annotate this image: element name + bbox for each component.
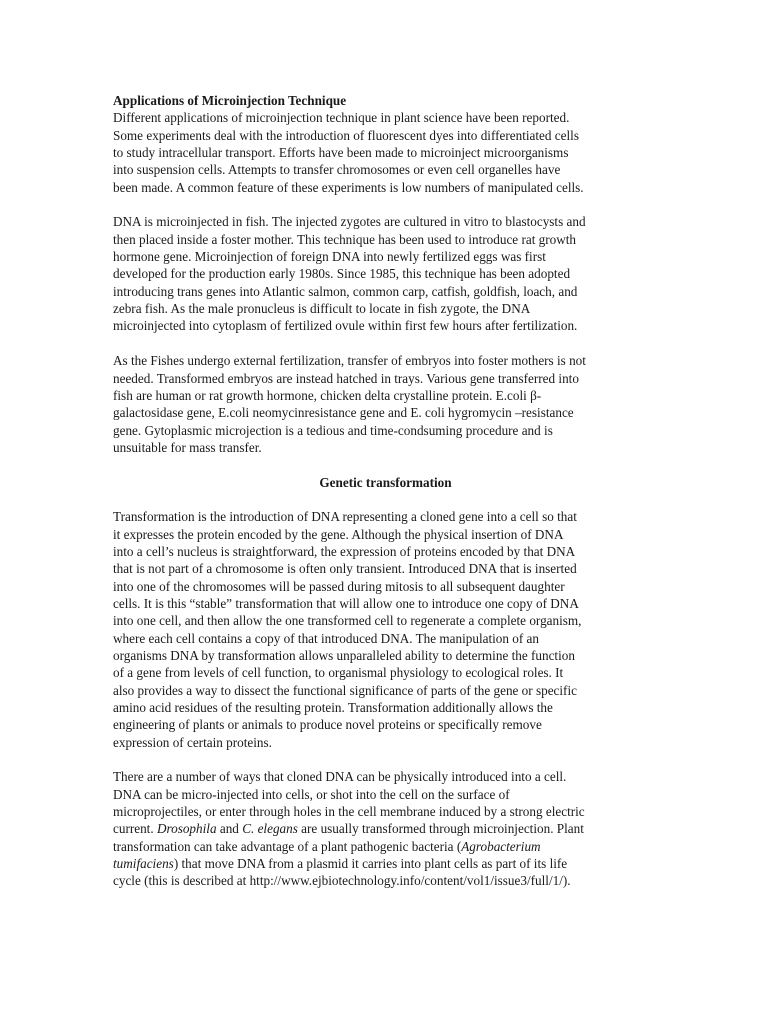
species-name-drosophila: Drosophila [156,821,217,837]
text-line: into one cell, and then allow the one transformed cell to regenerate a complete organism, [113,613,582,629]
paragraph-transformation-definition [113,508,658,751]
paragraph-external-fertilization [113,352,658,456]
text-line: microprojectiles, or enter through holes in the cell membrane induced by a strong electric [113,804,585,820]
text-line: Transformation is the introduction of DNA representing a cloned gene into a cell so that [113,509,577,525]
text-line: As the Fishes undergo external fertilization, transfer of embryos into foster mothers is not [113,353,586,369]
text-line: where each cell contains a copy of that introduced DNA. The manipulation of an [113,630,540,646]
text-line: organisms DNA by transformation allows unparalleled ability to determine the function [113,648,575,663]
text-line [113,855,658,872]
text-line: There are a number of ways that cloned DNA can be physically introduced into a cell. [113,769,567,785]
text-line: expression of certain proteins. [113,734,272,750]
section-heading-genetic-transformation: Genetic transformation [319,474,452,490]
text-line: DNA is microinjected in fish. The injected zygotes are cultured in vitro to blastocysts and [113,214,586,230]
document-page [113,92,658,907]
text-line: galactosidase gene, E.coli neomycinresistance gene and E. coli hygromycin –resistance [113,405,574,421]
text-line: been made. A common feature of these experiments is low numbers of manipulated cells. [113,179,584,195]
text-line: introducing trans genes into Atlantic salmon, common carp, catfish, goldfish, loach, and [113,283,578,299]
text-line: Some experiments deal with the introduction of fluorescent dyes into differentiated cells [113,127,579,143]
text-line-with-url: cycle (this is described at http://www.ejbiotechnology.info/content/vol1/issue3/full/1/). [113,873,571,889]
text-line: gene. Gytoplasmic microjection is a tedious and time-condsuming procedure and is [113,422,553,438]
text-line: needed. Transformed embryos are instead hatched in trays. Various gene transferred into [113,370,579,386]
species-name-c-elegans: C. elegans [242,821,298,837]
text-line: microinjected into cytoplasm of fertilized ovule within first few hours after fertilization. [113,318,578,334]
text-fragment: transformation can take advantage of a plant pathogenic bacteria ( [113,838,462,854]
text-line: also provides a way to dissect the functional significance of parts of the gene or specific [113,682,577,698]
text-line: to study intracellular transport. Efforts have been made to microinject microorganisms [113,145,569,161]
text-line: Different applications of microinjection technique in plant science have been reported. [113,110,570,126]
text-fragment: are usually transformed through microinjection. Plant [297,821,584,837]
species-name-tumifaciens: tumifaciens [113,856,174,872]
paragraph-dna-introduction-methods [113,768,658,889]
paragraph-fish-microinjection [113,213,658,334]
text-line: then placed inside a foster mother. This technique has been used to introduce rat growth [113,231,577,247]
text-line: engineering of plants or animals to produce novel proteins or specifically remove [113,717,542,733]
text-line: unsuitable for mass transfer. [113,439,262,455]
paragraph-applications [113,109,658,196]
text-line: hormone gene. Microinjection of foreign DNA into newly fertilized eggs was first [113,249,546,265]
section-heading-microinjection: Applications of Microinjection Technique [113,93,347,108]
text-line: cells. It is this “stable” transformation that will allow one to introduce one copy of DNA [113,595,579,611]
text-line: DNA can be micro-injected into cells, or shot into the cell on the surface of [113,786,510,802]
text-fragment: and [216,821,243,837]
text-line [113,820,658,837]
text-line: amino acid residues of the resulting protein. Transformation additionally allows the [113,700,553,716]
text-line: of a gene from levels of cell function, to organismal physiology to ecological roles. It [113,665,564,681]
text-line: fish are human or rat growth hormone, chicken delta crystalline protein. E.coli β- [113,387,542,403]
text-fragment: ) that move DNA from a plasmid it carries into plant cells as part of its life [173,856,568,872]
text-line: into suspension cells. Attempts to transfer chromosomes or even cell organelles have [113,162,561,178]
text-line: that is not part of a chromosome is often only transient. Introduced DNA that is inserted [113,561,577,577]
text-line: into one of the chromosomes will be passed during mitosis to all subsequent daughter [113,578,565,594]
text-line: into a cell’s nucleus is straightforward, the expression of proteins encoded by that DNA [113,543,576,559]
text-line: it expresses the protein encoded by the gene. Although the physical insertion of DNA [113,526,564,542]
text-line [113,838,658,855]
text-line: zebra fish. As the male pronucleus is difficult to locate in fish zygote, the DNA [113,301,531,317]
species-name-agrobacterium: Agrobacterium [461,838,541,854]
text-line: developed for the production early 1980s. Since 1985, this technique has been adopted [113,266,571,282]
text-fragment: current. [113,821,157,837]
